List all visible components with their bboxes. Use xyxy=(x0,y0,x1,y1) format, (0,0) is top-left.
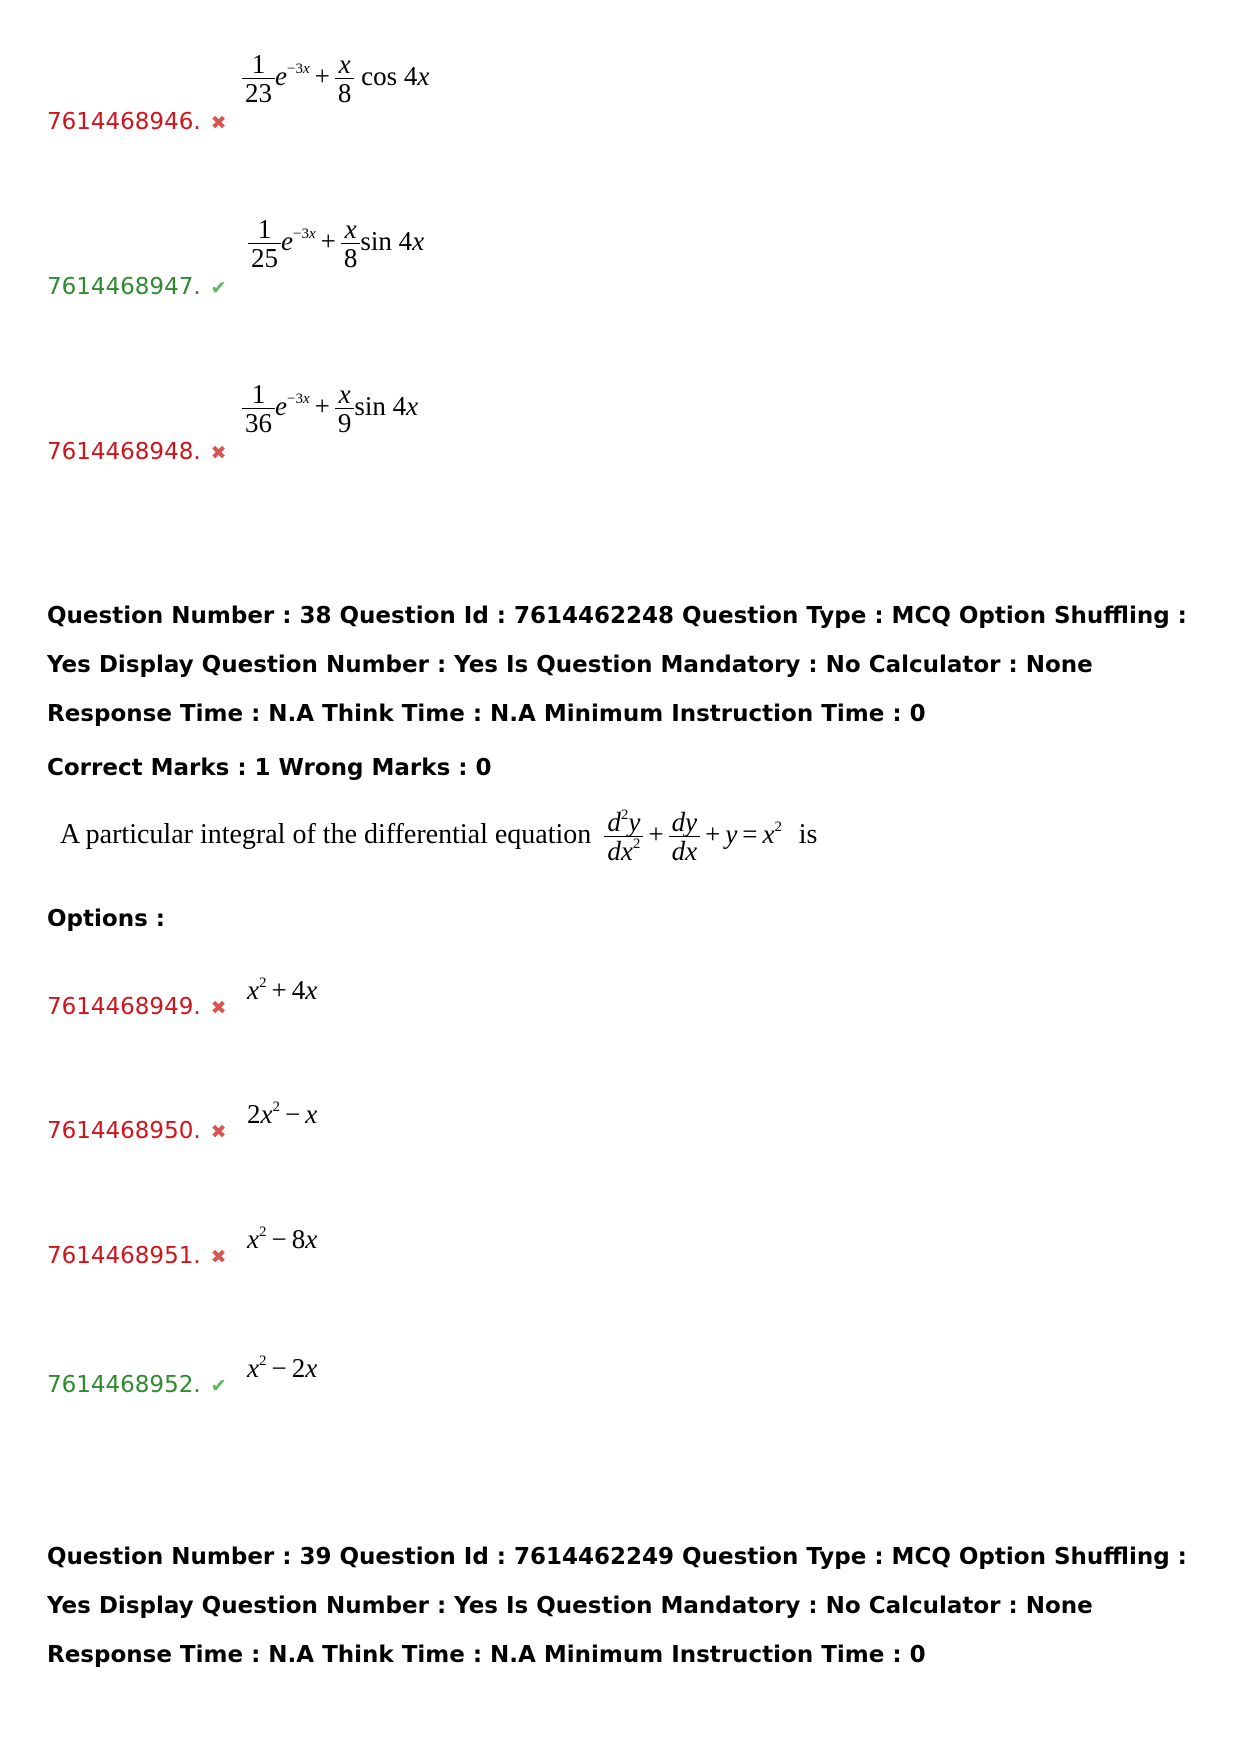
option-id: 7614468950. xyxy=(47,1118,201,1144)
question-text-prefix: A particular integral of the differential equation xyxy=(60,819,592,851)
check-icon: ✔ xyxy=(210,277,227,299)
option-formula: $\frac{1}{23}$ $e^{-3x}$ + $\frac{x}{8}$ cos 4x xyxy=(242,50,429,108)
option-id: 7614468948. xyxy=(47,439,201,465)
question-38-marks: Correct Marks : 1 Wrong Marks : 0 xyxy=(47,755,492,781)
cross-icon: ✖ xyxy=(210,997,227,1019)
question-39-header: Question Number : 39 Question Id : 7614462249 Question Type : MCQ Option Shuffling : Yes Display Question Number : Yes Is Question Mandatory : No Calculator : None Response Time : N.A Think Time : N.A Minimum Instruction Time : 0 xyxy=(47,1544,1187,1668)
cross-icon: ✖ xyxy=(210,1246,227,1268)
cross-icon: ✖ xyxy=(210,442,227,464)
cross-icon: ✖ xyxy=(210,1121,227,1143)
question-text-suffix: is xyxy=(798,819,818,851)
option-formula: $x^2 + 4x$ xyxy=(247,975,318,1005)
option-formula: $x^2 - 2x$ xyxy=(247,1353,318,1383)
option-id: 7614468951. xyxy=(47,1243,201,1269)
option-formula: $x^2 - 8x$ xyxy=(247,1224,318,1254)
option-formula: $\frac{1}{25}$ $e^{-3x}$ + $\frac{x}{8}$ sin 4x xyxy=(248,215,424,273)
check-icon: ✔ xyxy=(210,1375,227,1397)
option-id: 7614468952. xyxy=(47,1372,201,1398)
question-38-header: Question Number : 38 Question Id : 7614462248 Question Type : MCQ Option Shuffling : Yes Display Question Number : Yes Is Question Mandatory : No Calculator : None Response Time : N.A Think Time : N.A Minimum Instruction Time : 0 xyxy=(47,603,1187,727)
cross-icon: ✖ xyxy=(210,112,227,134)
option-id: 7614468946. xyxy=(47,109,201,135)
option-formula: $\frac{1}{36}$ $e^{-3x}$ + $\frac{x}{9}$ sin 4x xyxy=(242,380,418,438)
question-38-text xyxy=(60,808,817,866)
option-id: 7614468947. xyxy=(47,274,201,300)
options-label: Options : xyxy=(47,906,165,932)
differential-equation: $\frac{d^2y}{dx^2}$ + $\frac{dy}{dx}$ + $y = x^2$ xyxy=(604,819,788,849)
option-id: 7614468949. xyxy=(47,994,201,1020)
option-formula: $2x^2 - x$ xyxy=(247,1099,318,1129)
